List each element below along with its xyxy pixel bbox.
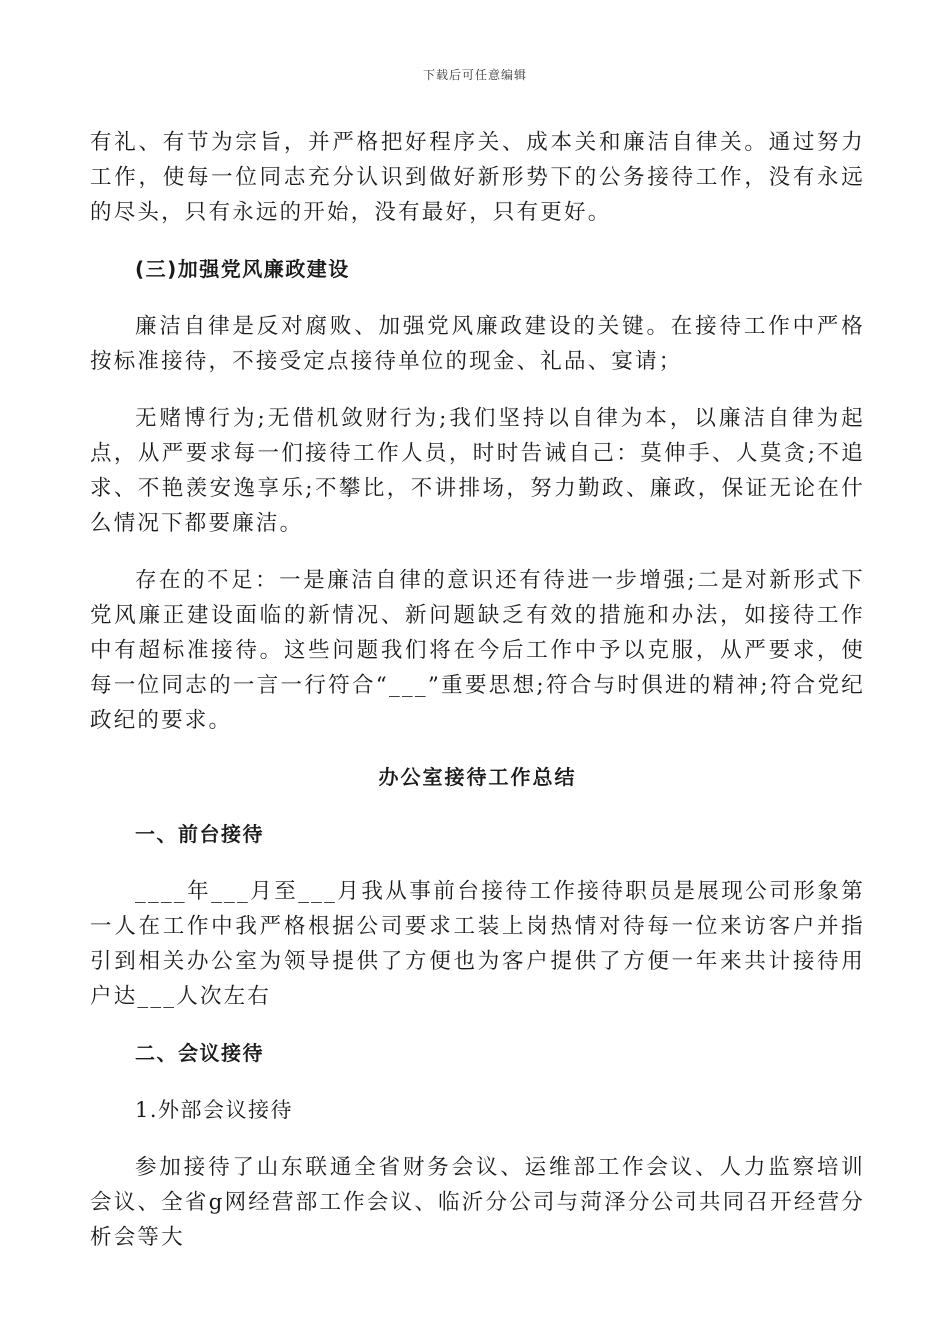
- paragraph-front-desk: ____年___月至___月我从事前台接待工作接待职员是展现公司形象第一人在工作中我严格根据公司要求工装上岗热情对待每一位来访客户并指引到相关办公室为领导提供了方便也为客户提供了方便一年来共计接待用户达___人次左右: [90, 879, 865, 1009]
- paragraph-shortcomings: 存在的不足：一是廉洁自律的意识还有待进一步增强;二是对新形式下党风廉正建设面临的新情况、新问题缺乏有效的措施和办法，如接待工作中有超标准接待。这些问题我们将在今后工作中予以克服，从严要求，使每一位同志的一言一行符合“___”重要思想;符合与时俱进的精神;符合党纪政纪的要求。: [90, 568, 865, 733]
- document-title: 办公室接待工作总结: [378, 765, 577, 789]
- page-header-note: 下载后可任意编辑: [422, 68, 527, 82]
- paragraph-no-gambling: 无赌博行为;无借机敛财行为;我们坚持以自律为本，以廉洁自律为起点，从严要求每一们接待工作人员，时时告诫自己：莫伸手、人莫贪;不追求、不艳羡安逸享乐;不攀比，不讲排场，努力勤政、廉政，保证无论在什么情况下都要廉洁。: [90, 406, 865, 536]
- document-body: [90, 125, 865, 1277]
- paragraph-external-meetings: 参加接待了山东联通全省财务会议、运维部工作会议、人力监察培训会议、全省g网经营部工作会议、临沂分公司与菏泽分公司共同召开经营分析会等大: [90, 1155, 865, 1250]
- section-heading-meetings: 二、会议接待: [135, 1041, 264, 1065]
- paragraph-self-discipline: 廉洁自律是反对腐败、加强党风廉政建设的关键。在接待工作中严格按标准接待，不接受定点接待单位的现金、礼品、宴请；: [90, 314, 865, 374]
- subheading-external-meetings: 1.外部会议接待: [135, 1098, 294, 1122]
- paragraph-intro-continuation: 有礼、有节为宗旨，并严格把好程序关、成本关和廉洁自律关。通过努力工作，使每一位同志充分认识到做好新形势下的公务接待工作，没有永远的尽头，只有永远的开始，没有最好，只有更好。: [90, 130, 865, 225]
- section-heading-party-conduct: (三)加强党风廉政建设: [135, 257, 350, 281]
- section-heading-front-desk: 一、前台接待: [135, 822, 264, 846]
